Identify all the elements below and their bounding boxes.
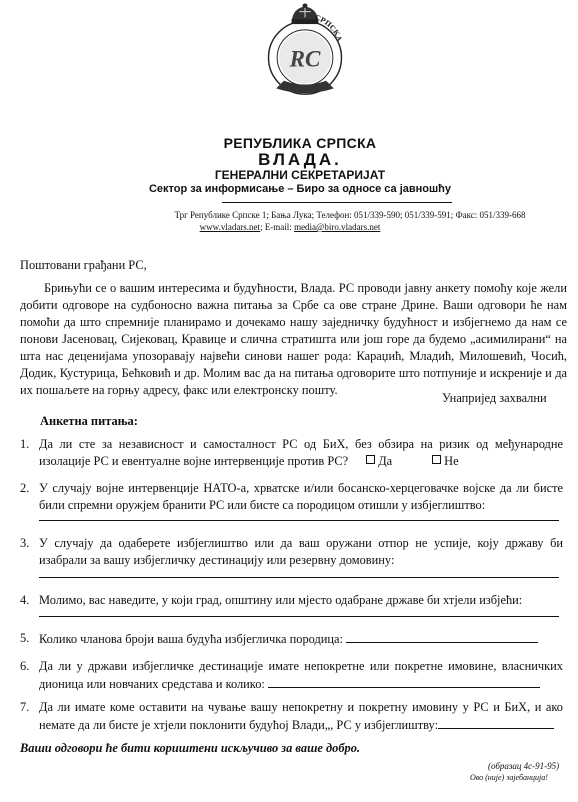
question-number: 2. (20, 481, 30, 495)
question-number: 5. (20, 631, 30, 645)
contact-line: Трг Републике Српске 1; Бања Лука; Телефон: 051/339-590; 051/339-591; Факс: 051/339-668 (174, 210, 526, 220)
question-2 (20, 480, 563, 524)
question-7 (20, 699, 563, 733)
question-text: Молимо, вас наведите, у који град, општину или мјесто одабране државе би хтјели избјећи: (39, 593, 523, 607)
checkbox-yes[interactable] (366, 455, 375, 464)
closing-statement: Ваши одговори ће бити кориштени искључиво за ваше добро. (20, 741, 361, 755)
option-yes-label: Да (378, 454, 393, 468)
question-text: У случају да одаберете избјеглиштво или да ваш оружани отпор не успије, коју државу би изабрали за вашу избјегличку дестинацију или резервну домовину: (39, 536, 563, 567)
web-contacts (160, 222, 420, 232)
question-text: Да ли имате коме оставити на чување вашу непокретну и покретну имовину у РС и БиХ, и ако немате да ли бисте је хтјели поклонити будућој Влади„, РС у избјеглиштву: (39, 700, 563, 732)
seal-monogram: RC (289, 45, 321, 72)
question-4 (20, 592, 560, 622)
question-number: 6. (20, 659, 30, 673)
question-text: Да ли сте за независност и самосталност РС од БиХ, без обзира на ризик од међународне изолације РС и евентуалне војне интервенције против РС? Да Не (39, 437, 563, 468)
government-seal-logo (256, 2, 354, 98)
republic-title: РЕПУБЛИКА СРПСКА (223, 135, 377, 151)
question-text: Колико чланова броји ваша будућа избјегличка породица: (39, 630, 563, 648)
question-1 (20, 436, 563, 470)
option-no-label: Не (444, 454, 459, 468)
question-text: У случају војне интервенције НАТО-а, хрватске и/или босанско-херцеговачке војске да ли бисте били спремни оружјем бранити РС или бисте са породицом отишли у избјеглиштво: (39, 481, 563, 512)
checkbox-no[interactable] (432, 455, 441, 464)
greeting: Поштовани грађани РС, (20, 258, 147, 272)
question-text: Да ли у држави избјегличке дестинације имате непокретне или покретне имовине, власничких дионица или новчаних средстава и колико: (39, 659, 563, 691)
answer-line[interactable] (268, 675, 540, 688)
thanks-line: Унапријед захвални (442, 391, 547, 405)
website-link[interactable]: www.vladars.net (199, 222, 261, 232)
answer-line[interactable] (39, 577, 559, 578)
svg-text:РЕПУБЛИКА (257, 2, 309, 4)
question-5 (20, 630, 560, 650)
questions-heading: Анкетна питања: (40, 414, 138, 428)
sector-title: Сектор за информисање – Биро за односе са јавношћу (148, 183, 452, 195)
answer-line[interactable] (346, 630, 538, 643)
svg-text:СРПСКА: СРПСКА (313, 13, 344, 43)
question-6 (20, 658, 563, 692)
disclaimer-note: Ово (није) зајебанција! (470, 773, 548, 782)
answer-line[interactable] (438, 716, 554, 729)
answer-line[interactable] (39, 520, 559, 521)
email-link[interactable]: media@biro.vladars.net (294, 222, 381, 232)
intro-paragraph: Брињући се о вашим интересима и будућности, Влада. РС проводи јавну анкету помоћу које жели добити одговоре на судбоносно важна питања за Србе са ове стране Дрине. Ваши одговори ће нам помоћи да што спремније планирамо и дочекамо нашу заједничку будућност и избјегнемо да нам се понови Јасеновац, Сијековац, Кравице и слична стратишта или још горе да будемо „асимилирани“ на шта нас деценијама упозоравају највећи синови нашег рода: Караџић, Младић, Милошевић, Чосић, Додик, Кустурица, Бећковић и др. Молим вас да на питања одговорите што потпуније и искреније и да их пошаљете на горњу адресу, факс или електронску пошту. (20, 281, 567, 397)
form-number: (образац 4с-91-95) (488, 761, 560, 771)
question-number: 3. (20, 536, 30, 550)
secretariat-title: ГЕНЕРАЛНИ СЕКРЕТАРИЈАТ (214, 168, 386, 182)
email-label: ; E-mail: (260, 222, 295, 232)
header-divider (222, 202, 452, 203)
government-title: ВЛАДА. (258, 150, 342, 169)
answer-line[interactable] (39, 616, 559, 617)
question-number: 1. (20, 437, 30, 451)
question-number: 7. (20, 700, 30, 714)
question-3 (20, 535, 563, 579)
question-number: 4. (20, 593, 30, 607)
